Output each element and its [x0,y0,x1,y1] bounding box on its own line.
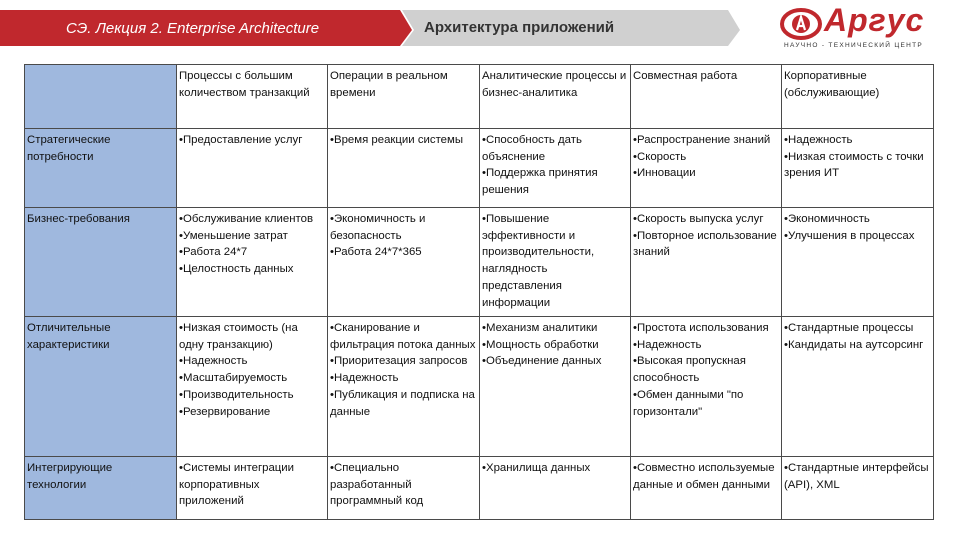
cell-bullet-item: •Время реакции системы [330,134,464,146]
table-cell [328,317,480,457]
table-cell [782,208,934,317]
cell-bullet-item: •Производительность [179,388,294,401]
table-cell [480,129,631,208]
cell-bullet-item: •Поддержка принятия решения [482,167,598,197]
course-title: СЭ. Лекция 2. Enterprise Architecture [66,20,320,37]
column-header: Корпоративные (обслуживающие) [782,65,934,129]
cell-bullet-item: •Экономичность [784,213,870,225]
logo-subtitle: НАУЧНО - ТЕХНИЧЕСКИЙ ЦЕНТР [784,42,923,49]
table-cell [631,129,782,208]
cell-bullet-item: •Улучшения в процессах [784,229,915,242]
table-cell [480,208,631,317]
cell-bullet-item: •Сканирование и фильтрация потока данных [330,322,476,351]
table-cell [177,457,328,520]
table-cell [631,317,782,457]
column-header: Совместная работа [631,65,782,129]
logo-name: Аргус [824,2,925,38]
cell-bullet-item: •Мощность обработки [482,338,599,351]
cell-bullet-item: •Экономичность и безопасность [330,213,426,242]
cell-bullet-item: •Механизм аналитики [482,322,598,334]
table-row [25,317,934,457]
cell-bullet-item: •Работа 24*7 [179,246,248,259]
application-architecture-table [24,64,934,520]
table-cell [782,457,934,520]
cell-bullet-item: •Надежность [179,355,248,368]
cell-bullet-item: •Целостность данных [179,263,294,276]
table-cell [631,457,782,520]
table-cell [177,317,328,457]
argus-logo [780,2,950,54]
cell-bullet-item: •Низкая стоимость (на одну транзакцию) [179,322,298,351]
cell-bullet-item: •Высокая пропускная способность [633,355,746,385]
cell-bullet-item: •Стандартные процессы [784,322,914,334]
slide-title: Архитектура приложений [424,19,615,36]
cell-bullet-item: •Низкая стоимость с точки зрения ИТ [784,150,924,180]
cell-bullet-item: •Публикация и подписка на данные [330,388,475,418]
row-header: Отличительные характеристики [25,317,177,457]
cell-bullet-item: •Обслуживание клиентов [179,213,314,225]
cell-bullet-item: •Способность дать объяснение [482,134,582,163]
cell-bullet-item: •Скорость [633,150,687,163]
row-header: Стратегические потребности [25,129,177,208]
column-header: Аналитические процессы и бизнес-аналитика [480,65,631,129]
cell-bullet-item: •Стандартные интерфейсы (API), XML [784,462,929,491]
table-cell [177,129,328,208]
cell-bullet-item: •Совместно используемые данные и обмен данными [633,462,775,491]
cell-bullet-item: •Кандидаты на аутсорсинг [784,338,924,351]
cell-bullet-item: •Инновации [633,167,696,180]
cell-bullet-item: •Уменьшение затрат [179,229,288,242]
cell-bullet-item: •Хранилища данных [482,462,591,474]
table-row [25,208,934,317]
table-cell [328,129,480,208]
cell-bullet-item: •Надежность [633,338,702,351]
cell-bullet-item: •Простота использования [633,322,769,334]
cell-bullet-item: •Распространение знаний [633,134,771,146]
column-header: Операции в реальном времени [328,65,480,129]
cell-bullet-item: •Повышение эффективности и производительности, наглядность представления информации [482,213,595,309]
table-cell [480,457,631,520]
row-header: Интегрирующие технологии [25,457,177,520]
cell-bullet-item: •Обмен данными "по горизонтали" [633,388,744,418]
table-cell [631,208,782,317]
table-header-row [25,65,934,129]
table-cell [328,457,480,520]
table-cell [480,317,631,457]
column-header: Процессы с большим количеством транзакций [177,65,328,129]
cell-bullet-item: •Работа 24*7*365 [330,246,422,259]
table-row [25,129,934,208]
cell-bullet-item: •Предоставление услуг [179,134,303,146]
cell-bullet-item: •Системы интеграции корпоративных приложений [179,462,295,508]
cell-bullet-item: •Масштабируемость [179,372,288,385]
cell-bullet-item: •Резервирование [179,405,271,418]
cell-bullet-item: •Объединение данных [482,355,602,368]
table-cell [328,208,480,317]
cell-bullet-item: •Приоритезация запросов [330,355,468,368]
table-row [25,457,934,520]
row-header: Бизнес-требования [25,208,177,317]
cell-bullet-item: •Специально разработанный программный код [330,462,424,508]
slide-header [0,0,960,60]
table-cell [782,317,934,457]
table-cell [177,208,328,317]
eye-a-icon [780,6,822,42]
table-cell [782,129,934,208]
table-corner-cell [25,65,177,129]
cell-bullet-item: •Повторное использование знаний [633,229,777,259]
cell-bullet-item: •Скорость выпуска услуг [633,213,764,225]
cell-bullet-item: •Надежность [330,372,399,385]
cell-bullet-item: •Надежность [784,134,853,146]
